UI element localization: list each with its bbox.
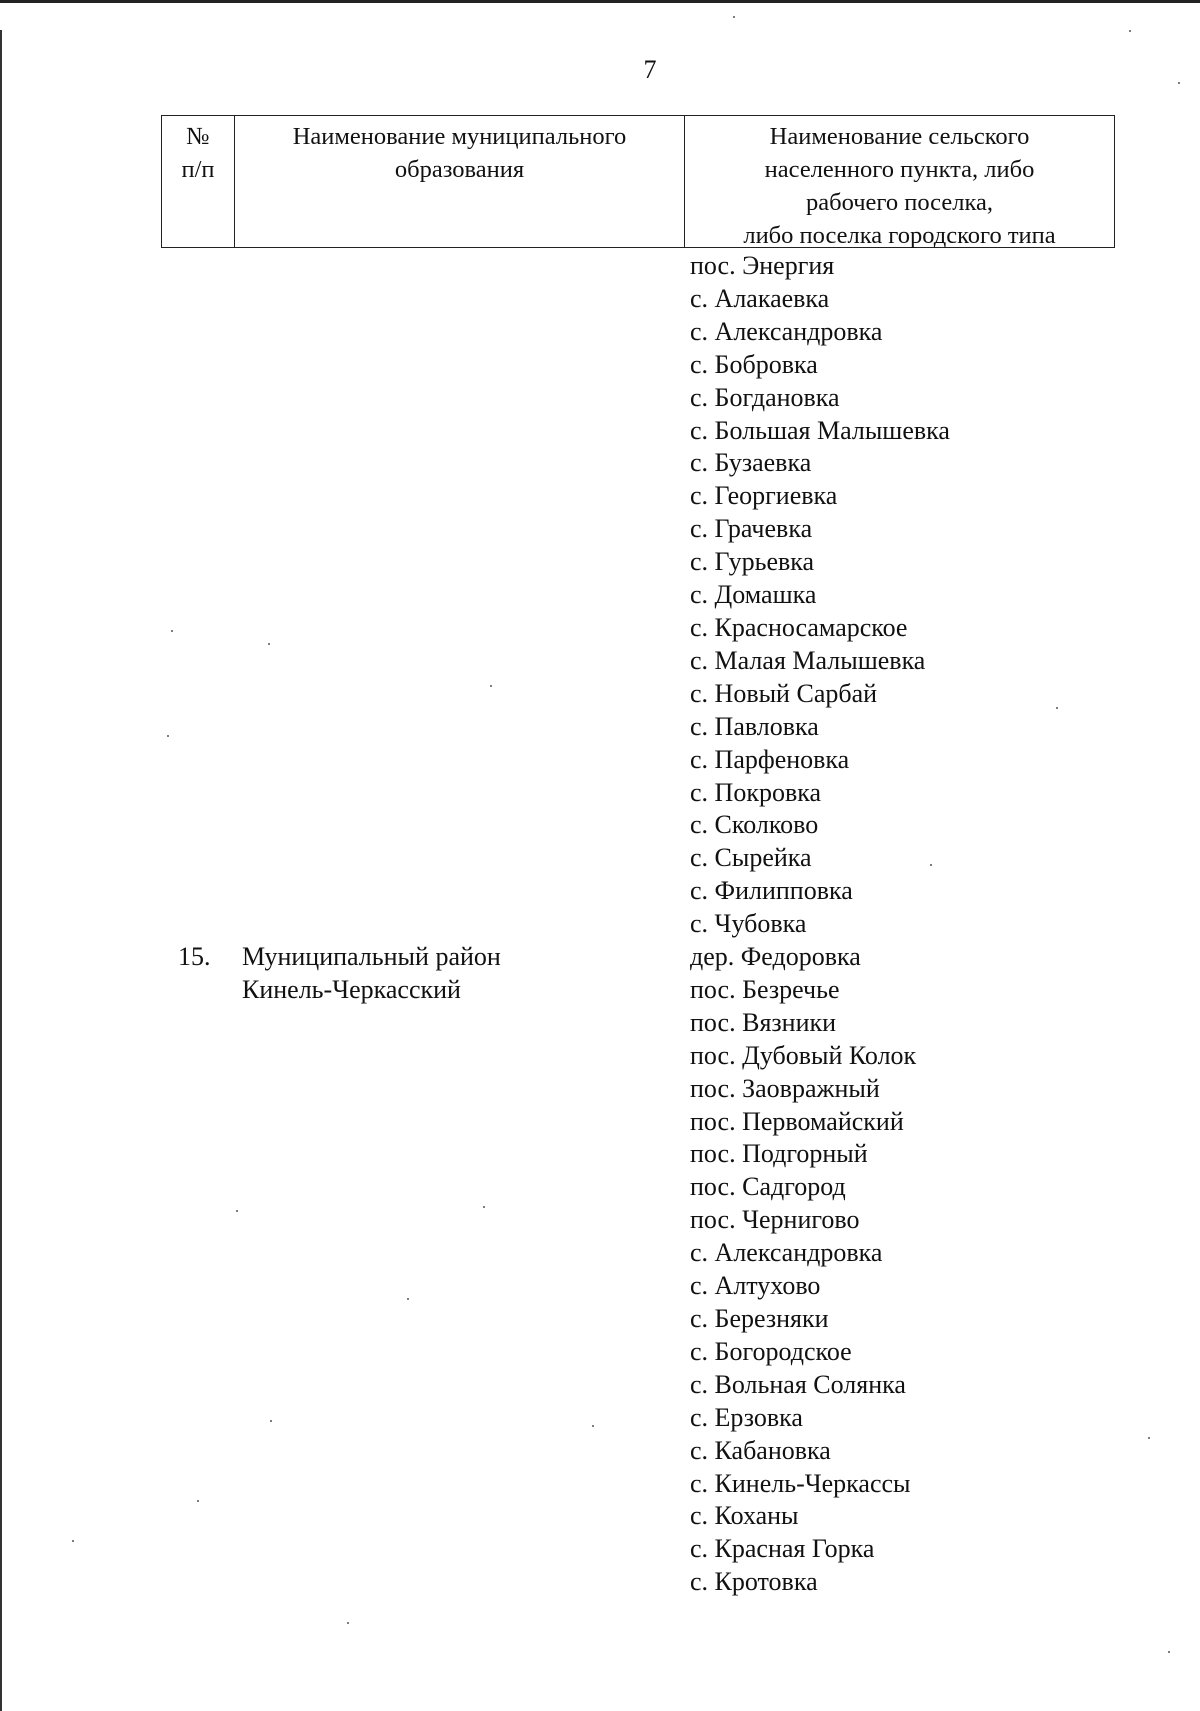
municipality-name <box>242 940 501 1006</box>
settlement-item: с. Богородское <box>690 1336 852 1366</box>
settlement-item: пос. Садгород <box>690 1172 846 1202</box>
header-municipality-line: образования <box>394 156 525 183</box>
settlement-item: с. Сырейка <box>690 843 812 873</box>
settlement-item: пос. Первомайский <box>690 1106 904 1136</box>
settlement-item: с. Гурьевка <box>690 547 815 577</box>
municipality-line: Кинель-Черкасский <box>242 975 461 1004</box>
header-settlement-line: Наименование сельского <box>769 123 1030 150</box>
settlement-item: с. Кабановка <box>690 1435 831 1465</box>
settlement-item: с. Бобровка <box>690 349 818 379</box>
settlement-item: с. Красносамарское <box>690 612 908 642</box>
settlement-item: с. Сколково <box>690 810 819 840</box>
scan-speck <box>167 735 169 737</box>
settlement-item: с. Большая Малышевка <box>690 415 950 445</box>
scan-speck <box>1056 707 1058 709</box>
settlement-item: с. Вольная Солянка <box>690 1369 906 1399</box>
page-left-border <box>0 30 2 1711</box>
settlement-item: с. Филипповка <box>690 876 853 906</box>
header-settlement-line: рабочего поселка, <box>806 189 993 216</box>
settlement-item: пос. Безречье <box>690 974 840 1004</box>
settlement-item: с. Березняки <box>690 1304 829 1333</box>
settlement-item: с. Домашка <box>690 580 817 610</box>
settlement-item: дер. Федоровка <box>690 942 861 972</box>
header-settlement-line: населенного пункта, либо <box>764 156 1035 183</box>
settlement-item: с. Кротовка <box>690 1567 818 1597</box>
header-municipality-line: Наименование муниципального <box>292 123 627 150</box>
scan-speck <box>1168 1651 1170 1653</box>
settlement-item: с. Бузаевка <box>690 448 812 478</box>
scan-speck <box>490 685 492 687</box>
settlement-item: с. Павловка <box>690 711 819 741</box>
header-cell-number <box>162 116 234 247</box>
page-top-border <box>0 0 1200 3</box>
settlement-item: с. Богдановка <box>690 382 840 412</box>
settlement-item: с. Красная Горка <box>690 1534 875 1564</box>
scan-speck <box>171 630 173 632</box>
scan-speck <box>483 1206 485 1208</box>
scan-speck <box>407 1298 409 1300</box>
settlement-item: пос. Дубовый Колок <box>690 1040 917 1070</box>
settlement-item: с. Грачевка <box>690 514 813 544</box>
row-number: 15. <box>178 942 211 971</box>
scan-speck <box>268 643 270 645</box>
settlement-item: с. Коханы <box>690 1501 799 1531</box>
scan-speck <box>592 1425 594 1427</box>
settlement-item: с. Александровка <box>690 316 883 346</box>
scan-speck <box>930 864 932 866</box>
settlement-list <box>690 250 950 1599</box>
table-header <box>161 115 1115 248</box>
settlement-item: пос. Чернигово <box>690 1205 860 1235</box>
header-cell-municipality <box>234 116 684 247</box>
scan-speck <box>1148 1437 1150 1439</box>
scan-speck <box>270 1420 272 1422</box>
municipality-line: Муниципальный район <box>242 942 501 971</box>
scan-speck <box>1129 30 1131 32</box>
scan-speck <box>733 16 735 18</box>
header-number-line: п/п <box>181 156 215 183</box>
header-number-line: № <box>186 123 210 150</box>
header-cell-settlement <box>684 116 1114 247</box>
settlement-item: с. Алтухово <box>690 1271 821 1301</box>
settlement-item: с. Алакаевка <box>690 283 830 313</box>
scan-speck <box>197 1500 199 1502</box>
scan-speck <box>1178 82 1180 84</box>
header-settlement-line: либо поселка городского типа <box>743 222 1056 249</box>
settlement-item: пос. Энергия <box>690 251 835 280</box>
page-number: 7 <box>643 55 657 84</box>
settlement-item: с. Георгиевка <box>690 481 838 511</box>
scan-speck <box>347 1622 349 1624</box>
scan-speck <box>72 1540 74 1542</box>
settlement-item: с. Парфеновка <box>690 744 850 774</box>
settlement-item: с. Малая Малышевка <box>690 645 926 675</box>
settlement-item: с. Ерзовка <box>690 1402 803 1432</box>
settlement-item: с. Александровка <box>690 1238 883 1268</box>
settlement-item: с. Кинель-Черкассы <box>690 1468 911 1498</box>
settlement-item: с. Чубовка <box>690 909 807 939</box>
settlement-item: пос. Заовражный <box>690 1073 880 1103</box>
settlement-item: пос. Подгорный <box>690 1139 868 1169</box>
settlement-item: с. Новый Сарбай <box>690 678 878 708</box>
settlement-item: пос. Вязники <box>690 1007 837 1037</box>
settlement-item: с. Покровка <box>690 777 822 807</box>
scan-speck <box>236 1210 238 1212</box>
